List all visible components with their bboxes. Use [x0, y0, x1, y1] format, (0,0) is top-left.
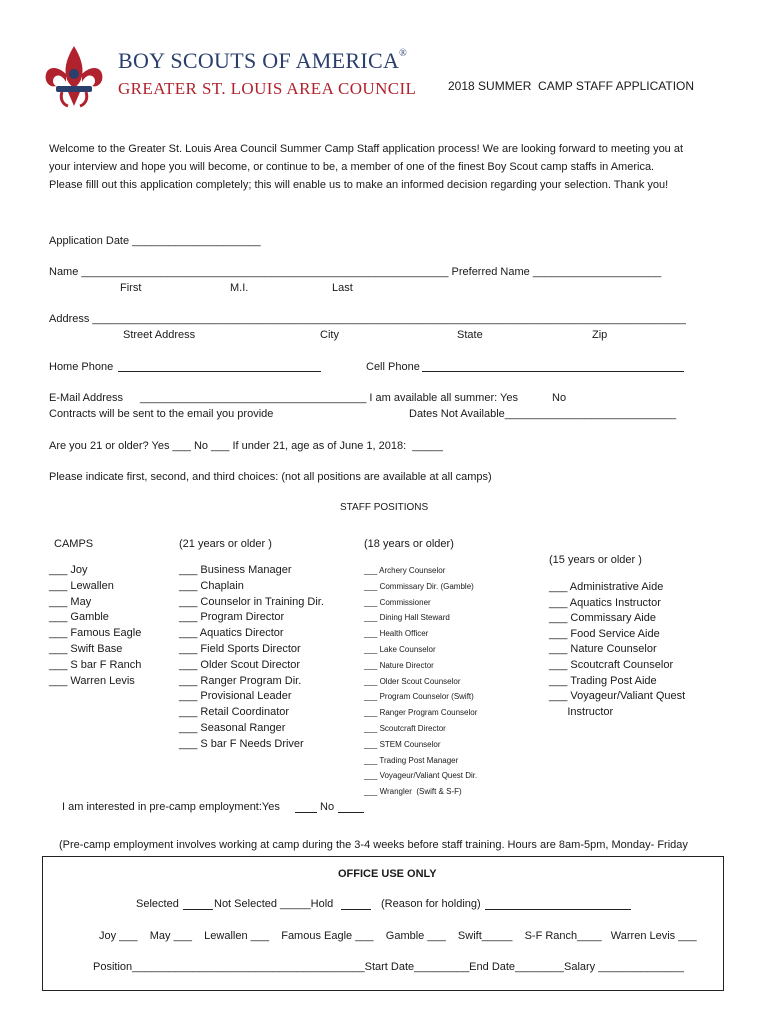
position-option[interactable]: ___ Commissary Aide [549, 612, 656, 625]
choices-instruction: Please indicate first, second, and third choices: (not all positions are available at all camps) [49, 471, 492, 483]
group15-heading: (15 years or older ) [549, 554, 642, 566]
office-position-line[interactable]: Position______________________________________Start Date_________End Date________Salary ______________ [93, 961, 684, 973]
camp-option-may[interactable]: ___ May [49, 595, 92, 608]
position-option[interactable]: ___ Field Sports Director [179, 642, 301, 655]
camp-option-famous-eagle[interactable]: ___ Famous Eagle [49, 627, 142, 640]
contracts-note: Contracts will be sent to the email you provide [49, 408, 274, 420]
first-label: First [120, 282, 142, 294]
camps-heading: CAMPS [54, 538, 94, 550]
intro-line-2: your interview and hope you will become, or continue to be, a member of one of the finest Boy Scout camp staffs in America. [49, 161, 655, 173]
position-option[interactable]: ___ Lake Counselor [364, 644, 436, 654]
city-label: City [320, 329, 339, 341]
camp-option-s-bar-f-ranch[interactable]: ___ S bar F Ranch [49, 658, 142, 671]
email-line-availability[interactable]: _____________________________________ I am available all summer: Yes [140, 392, 518, 404]
state-label: State [457, 329, 483, 341]
org-name: BOY SCOUTS OF AMERICA® [118, 48, 408, 73]
position-option[interactable]: ___ S bar F Needs Driver [179, 737, 304, 750]
position-option[interactable]: ___ Retail Coordinator [179, 706, 290, 719]
office-hold-line[interactable] [341, 909, 371, 910]
council-name: GREATER ST. LOUIS AREA COUNCIL [118, 79, 417, 98]
position-option[interactable]: ___ Archery Counselor [364, 566, 446, 575]
office-selected-line[interactable] [183, 909, 213, 910]
position-option[interactable]: ___ Dining Hall Steward [364, 613, 450, 623]
office-selected-label: Selected [136, 898, 179, 910]
name-field[interactable]: Name ____________________________________________________________ Preferred Name _____________________ [49, 266, 662, 278]
age-question[interactable]: Are you 21 or older? Yes ___ No ___ If under 21, age as of June 1, 2018: _____ [49, 440, 443, 452]
position-option[interactable]: ___ Program Counselor (Swift) [364, 692, 474, 702]
availability-no[interactable]: No [552, 392, 567, 404]
precamp-no-label: No [320, 801, 335, 813]
position-option[interactable]: ___ Nature Director [364, 660, 434, 670]
position-option[interactable]: ___ Chaplain [179, 579, 244, 592]
intro-line-1: Welcome to the Greater St. Louis Area Council Summer Camp Staff application process! We are looking forward to meeting you at [49, 143, 684, 155]
position-option[interactable]: ___ Ranger Program Dir. [179, 674, 302, 687]
position-option[interactable]: ___ Food Service Aide [549, 627, 660, 640]
position-option[interactable]: ___ Voyageur/Valiant Quest [549, 690, 686, 703]
intro-paragraph [49, 140, 739, 194]
dates-not-available-field[interactable]: Dates Not Available____________________________ [409, 408, 677, 420]
email-label: E-Mail Address [49, 392, 123, 404]
zip-label: Zip [592, 329, 608, 341]
position-option[interactable]: ___ Commissioner [364, 597, 431, 607]
position-option[interactable]: ___ Aquatics Instructor [549, 596, 661, 609]
position-option[interactable]: ___ Scoutcraft Director [364, 723, 446, 733]
position-option[interactable]: ___ Voyageur/Valiant Quest Dir. [364, 771, 478, 781]
position-option[interactable]: ___ Nature Counselor [549, 643, 657, 656]
position-option[interactable]: ___ Wrangler (Swift & S-F) [364, 787, 462, 797]
intro-line-3: Please filll out this application completely; this will enable us to make an informed decision regarding your selection. Thank you! [49, 179, 669, 191]
position-option[interactable]: ___ Administrative Aide [549, 581, 664, 593]
mi-label: M.I. [230, 282, 249, 294]
cell-phone-label: Cell Phone [366, 361, 420, 373]
home-phone-line[interactable] [118, 371, 321, 372]
group21-list [179, 563, 324, 753]
position-option[interactable]: ___ Trading Post Aide [549, 674, 657, 687]
position-option[interactable]: ___ Trading Post Manager [364, 755, 459, 765]
position-option[interactable]: ___ STEM Counselor [364, 739, 441, 749]
precamp-yes-line[interactable] [295, 812, 317, 813]
camp-option-lewallen[interactable]: ___ Lewallen [49, 579, 114, 592]
street-label: Street Address [123, 329, 196, 341]
registered-mark: ® [399, 48, 408, 59]
office-not-selected-hold[interactable]: Not Selected _____Hold [214, 898, 334, 910]
precamp-question: I am interested in pre-camp employment:Yes [62, 801, 280, 813]
camp-option-joy[interactable]: ___ Joy [49, 564, 88, 576]
precamp-note: (Pre-camp employment involves working at camp during the 3-4 weeks before staff training. Hours are 8am-5pm, Monday- Friday [59, 839, 688, 851]
camp-option-warren-levis[interactable]: ___ Warren Levis [49, 674, 135, 687]
position-option[interactable]: ___ Older Scout Director [179, 658, 301, 671]
position-option[interactable]: ___ Commissary Dir. (Gamble) [364, 581, 474, 591]
position-option[interactable]: ___ Program Director [179, 611, 285, 624]
staff-positions-heading: STAFF POSITIONS [340, 502, 429, 513]
position-option[interactable]: ___ Older Scout Counselor [364, 676, 461, 686]
office-reason-line[interactable] [485, 909, 631, 910]
precamp-no-line[interactable] [338, 812, 364, 813]
camps-list [49, 563, 141, 689]
position-option[interactable]: ___ Ranger Program Counselor [364, 708, 478, 718]
group15-list [549, 580, 685, 720]
cell-phone-line[interactable] [422, 371, 684, 372]
position-option[interactable]: ___ Aquatics Director [179, 627, 284, 640]
group18-list [364, 563, 477, 800]
camp-option-swift-base[interactable]: ___ Swift Base [49, 642, 123, 655]
position-option[interactable]: ___ Provisional Leader [179, 690, 292, 703]
position-option[interactable]: ___ Business Manager [179, 564, 292, 576]
group21-heading: (21 years or older ) [179, 538, 272, 550]
office-use-heading: OFFICE USE ONLY [338, 868, 437, 880]
form-title: 2018 SUMMER CAMP STAFF APPLICATION [448, 79, 695, 93]
address-field[interactable]: Address _________________________________________________________________________________________________ [49, 313, 686, 325]
home-phone-label: Home Phone [49, 361, 114, 373]
camp-option-gamble[interactable]: ___ Gamble [49, 611, 109, 624]
office-camps-line[interactable]: Joy ___ May ___ Lewallen ___ Famous Eagle ___ Gamble ___ Swift_____ S-F Ranch____ Warren Levis ___ [99, 930, 697, 942]
bsa-logo [42, 44, 417, 114]
position-option[interactable]: ___ Seasonal Ranger [179, 721, 286, 734]
position-option[interactable]: ___ Counselor in Training Dir. [179, 595, 324, 608]
office-reason-label: (Reason for holding) [381, 898, 481, 910]
position-option-continued: Instructor [549, 705, 614, 718]
fleur-de-lis-icon [42, 44, 106, 114]
last-label: Last [332, 282, 353, 294]
position-option[interactable]: ___ Scoutcraft Counselor [549, 658, 674, 671]
group18-heading: (18 years or older) [364, 538, 454, 550]
application-date-field[interactable]: Application Date _____________________ [49, 235, 261, 247]
position-option[interactable]: ___ Health Officer [364, 629, 429, 639]
